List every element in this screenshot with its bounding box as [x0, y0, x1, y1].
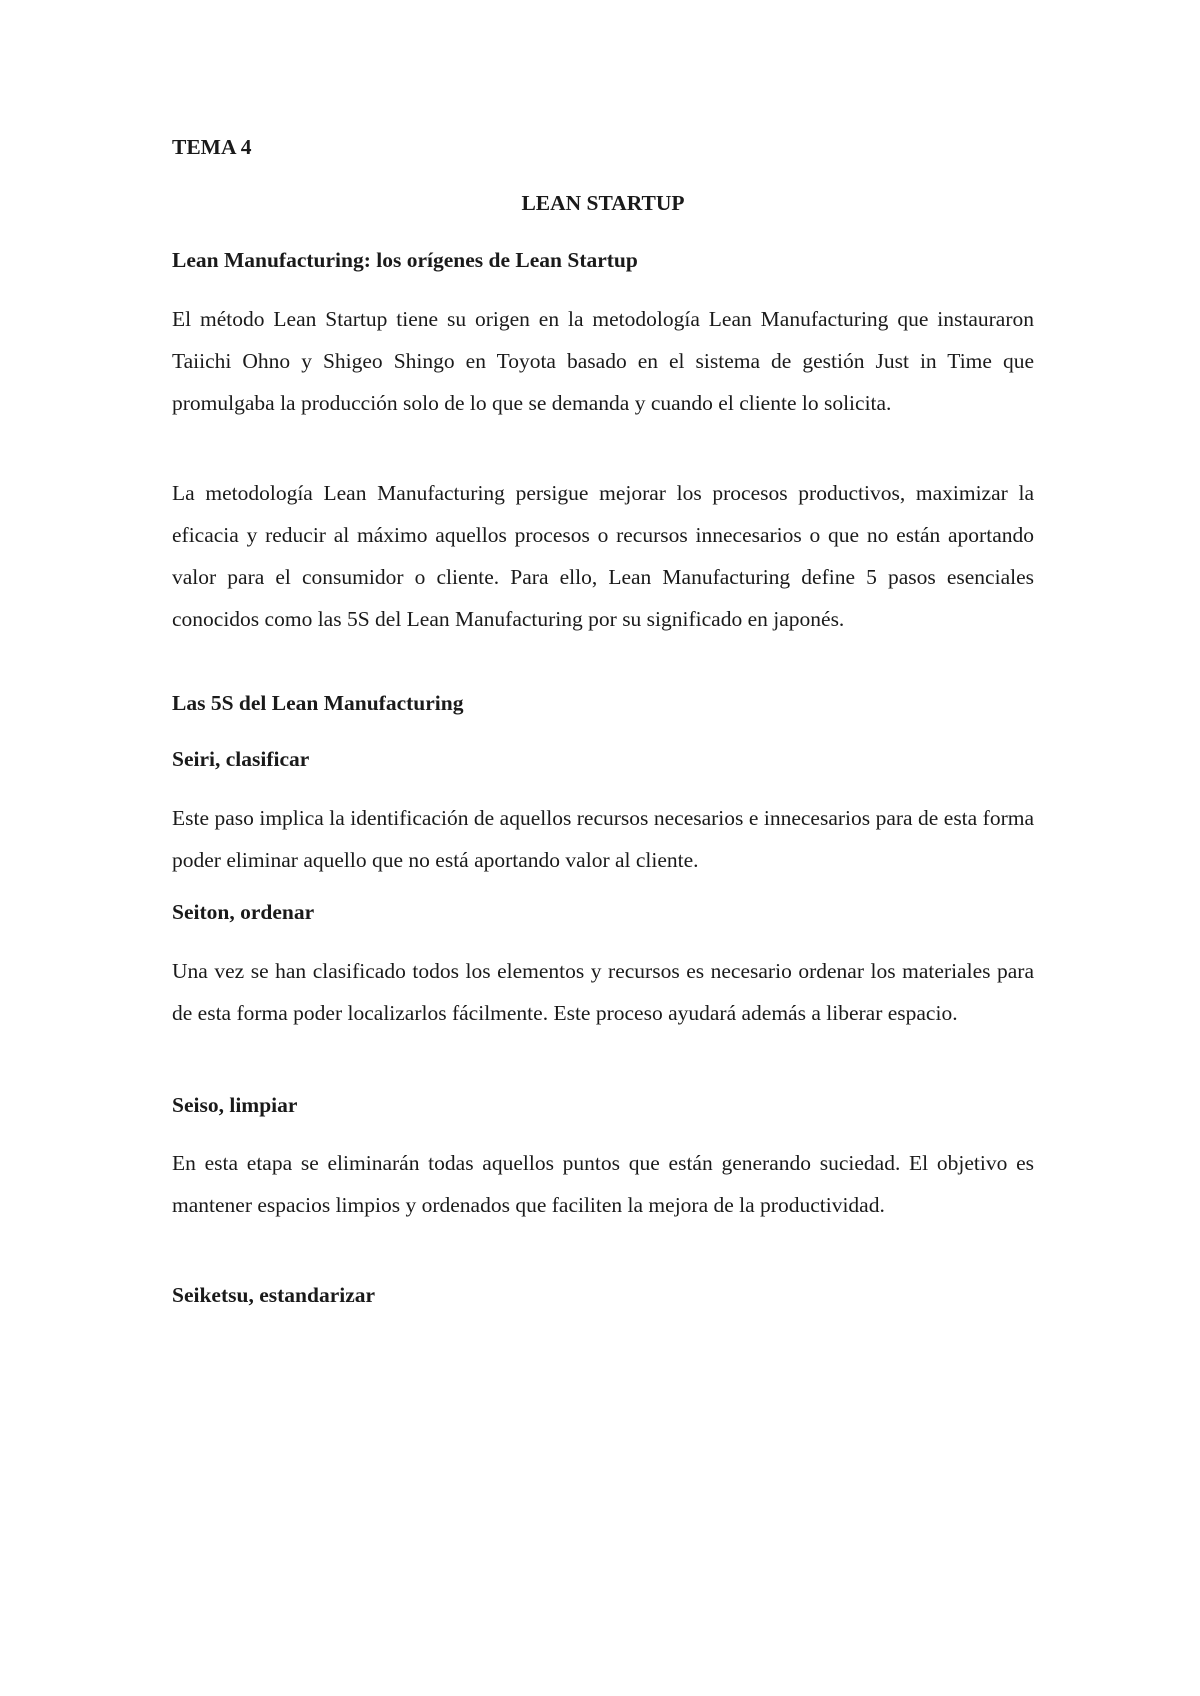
section-heading-5s: Las 5S del Lean Manufacturing — [172, 691, 464, 715]
step-text-seiri: Este paso implica la identificación de aquellos recursos necesarios e innecesarios para de esta forma poder eliminar aquello que no está aportando valor al cliente. — [172, 806, 1034, 872]
step-heading-seiso: Seiso, limpiar — [172, 1093, 298, 1117]
step-heading-seiri: Seiri, clasificar — [172, 747, 310, 771]
step-text-seiton: Una vez se han clasificado todos los elementos y recursos es necesario ordenar los materiales para de esta forma poder localizarlos fácilmente. Este proceso ayudará además a liberar espacio. — [172, 959, 1034, 1025]
paragraph-origins: El método Lean Startup tiene su origen en la metodología Lean Manufacturing que instauraron Taiichi Ohno y Shigeo Shingo en Toyota basado en el sistema de gestión Just in Time que promulgaba la producción solo de lo que se demanda y cuando el cliente lo solicita. — [172, 307, 1034, 415]
document-title: LEAN STARTUP — [521, 191, 685, 215]
step-text-seiso: En esta etapa se eliminarán todas aquellos puntos que están generando suciedad. El objetivo es mantener espacios limpios y ordenados que faciliten la mejora de la productividad. — [172, 1151, 1034, 1217]
topic-label: TEMA 4 — [172, 135, 252, 159]
section-heading-origins: Lean Manufacturing: los orígenes de Lean Startup — [172, 248, 638, 272]
step-heading-seiton: Seiton, ordenar — [172, 900, 315, 924]
paragraph-methodology: La metodología Lean Manufacturing persigue mejorar los procesos productivos, maximizar la eficacia y reducir al máximo aquellos procesos o recursos innecesarios o que no están aportando valor para el consumidor o cliente. Para ello, Lean Manufacturing define 5 pasos esenciales conocidos como las 5S del Lean Manufacturing por su significado en japonés. — [172, 481, 1034, 631]
step-heading-seiketsu: Seiketsu, estandarizar — [172, 1283, 376, 1307]
